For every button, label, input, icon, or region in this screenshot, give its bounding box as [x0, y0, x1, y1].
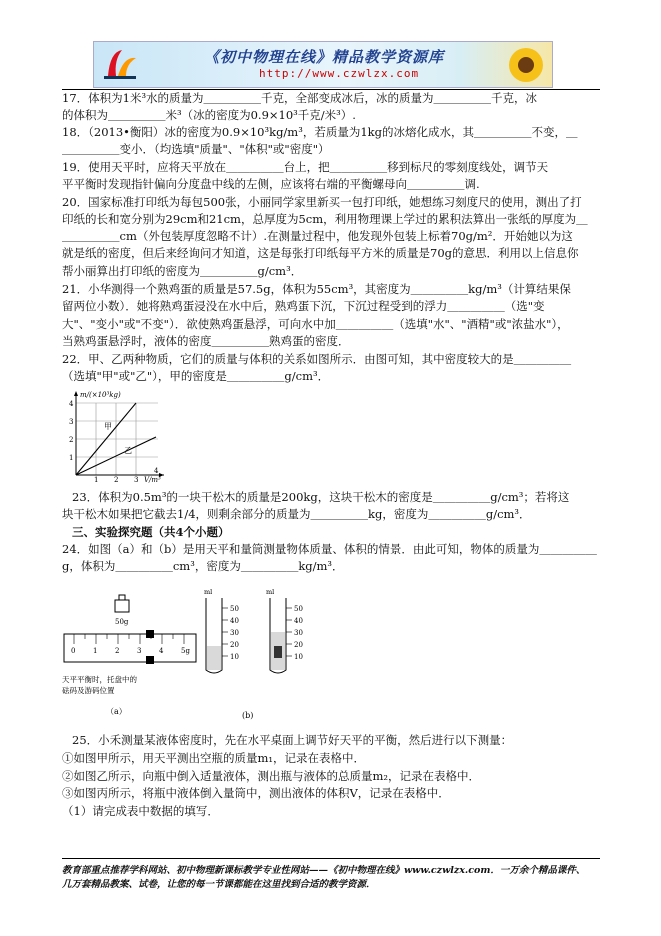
- graph-ylabel: m/(×10³kg): [80, 391, 121, 399]
- text-line: 平平衡时发现指针偏向分度盘中线的左侧，应该将右端的平衡螺母向＿＿＿＿＿调.: [62, 177, 480, 191]
- text-line: 17．体积为1米³水的质量为＿＿＿＿＿千克，全部变成冰后，冰的质量为＿＿＿＿＿千克，冰: [62, 91, 538, 105]
- text-line: 大"、"变小"或"不变"）．欲使熟鸡蛋悬浮，可向水中加＿＿＿＿＿（选填"水"、"酒精"或"浓盐水"），: [62, 317, 569, 331]
- footer-line: 教育部重点推荐学科网站、初中物理新课标教学专业性网站——《初中物理在线》www.czwlzx.com．一万余个精品课件、: [62, 865, 586, 876]
- text-line: （选填"甲"或"乙"），甲的密度是＿＿＿＿＿g/cm³．: [62, 369, 330, 383]
- x-tick: 1: [94, 476, 99, 483]
- text-line: 帮小丽算出打印纸的密度为＿＿＿＿＿g/cm³．: [62, 264, 303, 278]
- footer-rule: [62, 858, 600, 859]
- banner-title: 《初中物理在线》精品教学资源库: [204, 48, 445, 66]
- scale-tick: 3: [137, 647, 142, 655]
- text-line: 块干松木如果把它截去1/4，则剩余部分的质量为＿＿＿＿＿kg，密度为＿＿＿＿＿g/cm³．: [62, 507, 531, 521]
- text-line: 当熟鸡蛋悬浮时，液体的密度＿＿＿＿＿熟鸡蛋的密度．: [62, 334, 350, 348]
- text-line: 就是纸的密度，但后来经询问才知道，这是每张打印纸每平方米的质量是70g的意思．利用以上信息你: [62, 246, 579, 260]
- cyl-tick: 20: [230, 641, 239, 649]
- section-heading: 三、实验探究题（共4个小题）: [72, 525, 230, 539]
- text-line: ＿＿＿＿＿变小．（均选填"质量"、"体积"或"密度"）: [62, 142, 330, 156]
- text-line: 21．小华测得一个熟鸡蛋的质量是57.5g，体积为55cm³，其密度为＿＿＿＿＿kg/m³（计算结果保: [62, 282, 571, 296]
- footer-line: 几万套精品教案、试卷，让您的每一节课都能在这里找到合适的教学资源．: [62, 879, 376, 890]
- graph-xlabel: V/m³: [144, 476, 161, 483]
- text-line: （1）请完成表中数据的填写．: [62, 804, 219, 818]
- mass-volume-graph: [60, 387, 172, 483]
- text-line: ③如图丙所示，将瓶中液体倒入量筒中，测出液体的体积V，记录在表格中．: [62, 786, 450, 800]
- unit-label: ml: [266, 588, 275, 596]
- series-label-jia: 甲: [104, 422, 112, 431]
- text-line: 22．甲、乙两种物质，它们的质量与体积的关系如图所示．由图可知，其中密度较大的是＿＿＿＿＿: [62, 352, 572, 366]
- x-tick: 3: [134, 476, 139, 483]
- cyl-tick: 10: [294, 653, 303, 661]
- fig-a-caption-1: 天平平衡时，托盘中的: [62, 675, 137, 684]
- scale-tick: 0: [71, 647, 76, 655]
- fig-b-label: (b): [242, 711, 254, 720]
- text-line: ①如图甲所示，用天平测出空瓶的质量m₁，记录在表格中．: [62, 751, 366, 765]
- text-line: ＿＿＿＿＿cm（外包装厚度忽略不计）.在测量过程中，他发现外包装上标着70g/m²．开始她以为这: [62, 229, 573, 243]
- cyl-tick: 30: [230, 629, 239, 637]
- banner-url: http://www.czwlzx.com: [259, 67, 420, 80]
- text-line: 23．体积为0.5m³的一块干松木的质量是200kg，这块干松木的密度是＿＿＿＿＿g/cm³；若将这: [72, 490, 570, 504]
- cylinder-figure: [200, 586, 320, 721]
- cyl-tick: 20: [294, 641, 303, 649]
- sunflower-icon: [506, 45, 546, 85]
- text-line: 19．使用天平时，应将天平放在＿＿＿＿＿台上，把＿＿＿＿＿移到标尺的零刻度线处，调节天: [62, 160, 549, 174]
- text-line: 25．小禾测量某液体密度时，先在水平桌面上调节好天平的平衡，然后进行以下测量：: [72, 733, 513, 747]
- cyl-tick: 40: [294, 617, 303, 625]
- weight-label: 50g: [115, 618, 129, 626]
- scale-tick: 4: [159, 647, 164, 655]
- y-tick: 3: [69, 418, 74, 426]
- y-tick: 4: [69, 400, 74, 408]
- fig-a-caption-2: 砝码及游码位置: [62, 686, 115, 695]
- cyl-tick: 10: [230, 653, 239, 661]
- cyl-tick: 40: [230, 617, 239, 625]
- series-label-yi: 乙: [124, 446, 132, 455]
- scale-tick: 1: [93, 647, 98, 655]
- text-line: ②如图乙所示，向瓶中倒入适量液体，测出瓶与液体的总质量m₂，记录在表格中．: [62, 769, 481, 783]
- text-line: 的体积为＿＿＿＿＿米³（冰的密度为0.9×10³千克/米³）.: [62, 108, 356, 122]
- cyl-tick: 50: [294, 605, 303, 613]
- text-line: 20．国家标准打印纸为每包500张，小丽同学家里新买一包打印纸，她想练习刻度尺的使用，测出了打: [62, 195, 582, 209]
- header-banner: [93, 41, 553, 88]
- scale-tick: 5g: [181, 647, 190, 655]
- text-line: 18．（2013•衡阳）冰的密度为0.9×10³kg/m³，若质量为1kg的冰熔化成水，其＿＿＿＿＿不变，＿: [62, 125, 578, 139]
- text-line: 留两位小数）．她将熟鸡蛋浸没在水中后，熟鸡蛋下沉，下沉过程受到的浮力＿＿＿＿＿（选"变: [62, 299, 545, 313]
- text-line: 印纸的长和宽分别为29cm和21cm，总厚度为5cm，利用物理课上学过的累积法算出一张纸的厚度为＿: [62, 212, 588, 226]
- scale-tick: 2: [115, 647, 120, 655]
- unit-label: ml: [204, 588, 213, 596]
- text-line: 24．如图（a）和（b）是用天平和量筒测量物体质量、体积的情景．由此可知，物体的质量为＿＿＿＿＿: [62, 542, 597, 556]
- x-tick: 4: [154, 467, 159, 475]
- header-rule: [62, 89, 600, 90]
- x-tick: 2: [114, 476, 119, 483]
- fig-a-label: （a）: [106, 707, 127, 716]
- y-tick: 2: [69, 436, 74, 444]
- cyl-tick: 50: [230, 605, 239, 613]
- y-tick: 1: [69, 454, 74, 462]
- site-logo-icon: [100, 46, 140, 82]
- balance-figure: [60, 586, 200, 721]
- text-line: g，体积为＿＿＿＿＿cm³，密度为＿＿＿＿＿kg/m³．: [62, 559, 344, 573]
- cyl-tick: 30: [294, 629, 303, 637]
